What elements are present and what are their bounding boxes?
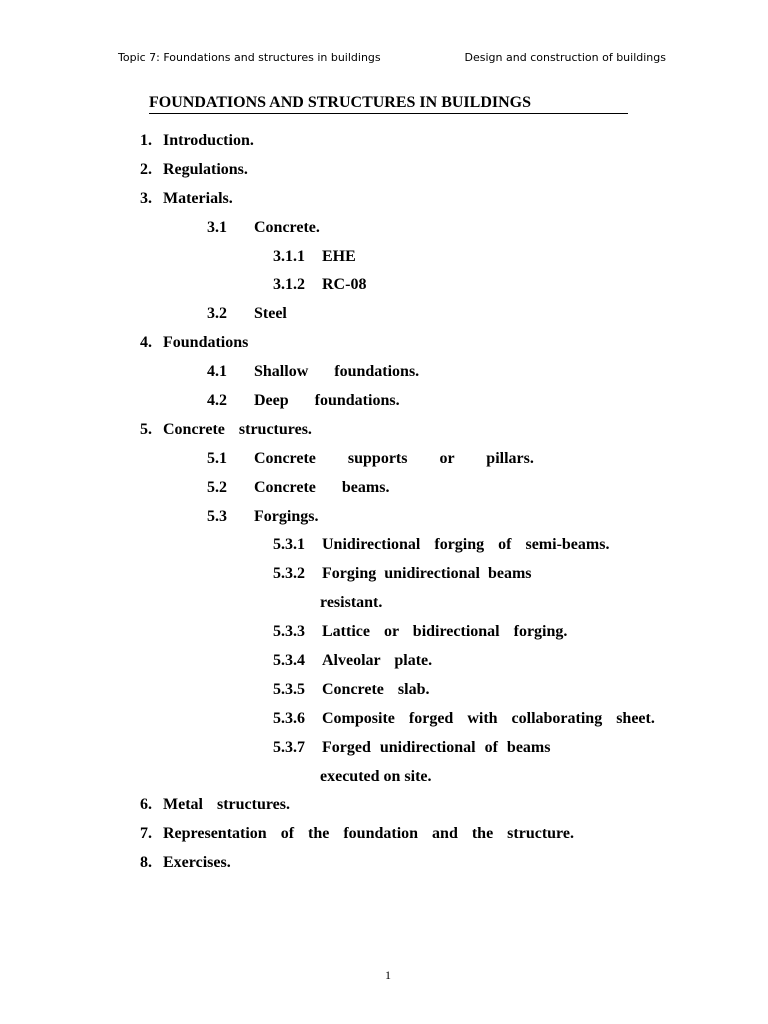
toc-text: resistant.	[320, 594, 383, 612]
toc-number: 5.	[140, 420, 152, 438]
toc-number: 3.1.1	[273, 247, 305, 265]
toc-text: Regulations.	[163, 160, 248, 178]
toc-number: 5.1	[207, 449, 227, 467]
toc-text: Concrete supports or pillars.	[254, 449, 534, 467]
toc-number: 5.3.2	[273, 565, 305, 583]
toc-text: Shallow foundations.	[254, 363, 420, 381]
toc-text: Exercises.	[163, 854, 231, 872]
toc-text: Composite forged with collaborating sheet.	[322, 709, 655, 727]
toc-item	[0, 477, 768, 506]
table-of-contents	[0, 130, 768, 881]
toc-number: 4.2	[207, 392, 227, 410]
toc-number: 5.2	[207, 478, 227, 496]
toc-item	[0, 419, 768, 448]
toc-item	[0, 679, 768, 708]
toc-item	[0, 534, 768, 563]
toc-text: Unidirectional forging of semi-beams.	[322, 536, 610, 554]
toc-item	[0, 823, 768, 852]
toc-number: 1.	[140, 132, 152, 149]
toc-item	[0, 708, 768, 737]
toc-item	[0, 448, 768, 477]
toc-text: Materials.	[163, 189, 233, 207]
toc-text: RC-08	[322, 276, 367, 294]
toc-text: Forged unidirectional of beams	[322, 738, 551, 756]
toc-number: 5.3.1	[273, 536, 305, 554]
toc-item	[0, 737, 768, 766]
toc-item	[0, 217, 768, 246]
toc-text: Concrete slab.	[322, 680, 430, 698]
toc-text: Lattice or bidirectional forging.	[322, 623, 568, 641]
toc-number: 5.3.5	[273, 680, 305, 698]
toc-text: Metal structures.	[163, 796, 290, 814]
toc-number: 4.	[140, 334, 152, 352]
header-topic: Topic 7: Foundations and structures in buildings	[118, 51, 381, 64]
toc-number: 8.	[140, 854, 152, 872]
page-number: 1	[385, 968, 391, 982]
toc-text: Introduction.	[163, 132, 254, 149]
toc-text: Concrete structures.	[163, 420, 312, 438]
toc-item-continuation	[0, 592, 768, 621]
toc-number: 3.1	[207, 218, 227, 236]
toc-item	[0, 621, 768, 650]
toc-text: Forgings.	[254, 507, 319, 525]
toc-text: EHE	[322, 247, 356, 265]
toc-number: 4.1	[207, 363, 227, 381]
toc-item	[0, 361, 768, 390]
toc-item	[0, 506, 768, 535]
toc-item-continuation	[0, 766, 768, 795]
toc-item	[0, 130, 768, 159]
document-title: FOUNDATIONS AND STRUCTURES IN BUILDINGS	[149, 93, 628, 114]
toc-number: 7.	[140, 825, 152, 843]
toc-number: 5.3.7	[273, 738, 305, 756]
toc-item	[0, 188, 768, 217]
toc-item	[0, 274, 768, 303]
toc-item	[0, 303, 768, 332]
toc-number: 5.3	[207, 507, 227, 525]
toc-item	[0, 332, 768, 361]
toc-number: 6.	[140, 796, 152, 814]
toc-text: Forging unidirectional beams	[322, 565, 532, 583]
toc-item	[0, 246, 768, 275]
toc-number: 5.3.3	[273, 623, 305, 641]
toc-number: 3.	[140, 189, 152, 207]
toc-number: 5.3.6	[273, 709, 305, 727]
toc-text: Alveolar plate.	[322, 652, 433, 670]
toc-item	[0, 159, 768, 188]
toc-item	[0, 390, 768, 419]
toc-item	[0, 563, 768, 592]
toc-number: 3.2	[207, 305, 227, 323]
toc-item	[0, 650, 768, 679]
toc-text: Steel	[254, 305, 287, 323]
toc-item	[0, 794, 768, 823]
toc-item	[0, 852, 768, 881]
toc-text: Representation of the foundation and the structure.	[163, 825, 574, 843]
toc-number: 2.	[140, 160, 152, 178]
header-course: Design and construction of buildings	[464, 51, 666, 64]
toc-text: Concrete beams.	[254, 478, 390, 496]
toc-text: Foundations	[163, 334, 249, 352]
toc-number: 5.3.4	[273, 652, 305, 670]
toc-text: executed on site.	[320, 767, 432, 785]
toc-text: Concrete.	[254, 218, 320, 236]
toc-text: Deep foundations.	[254, 392, 400, 410]
toc-number: 3.1.2	[273, 276, 305, 294]
